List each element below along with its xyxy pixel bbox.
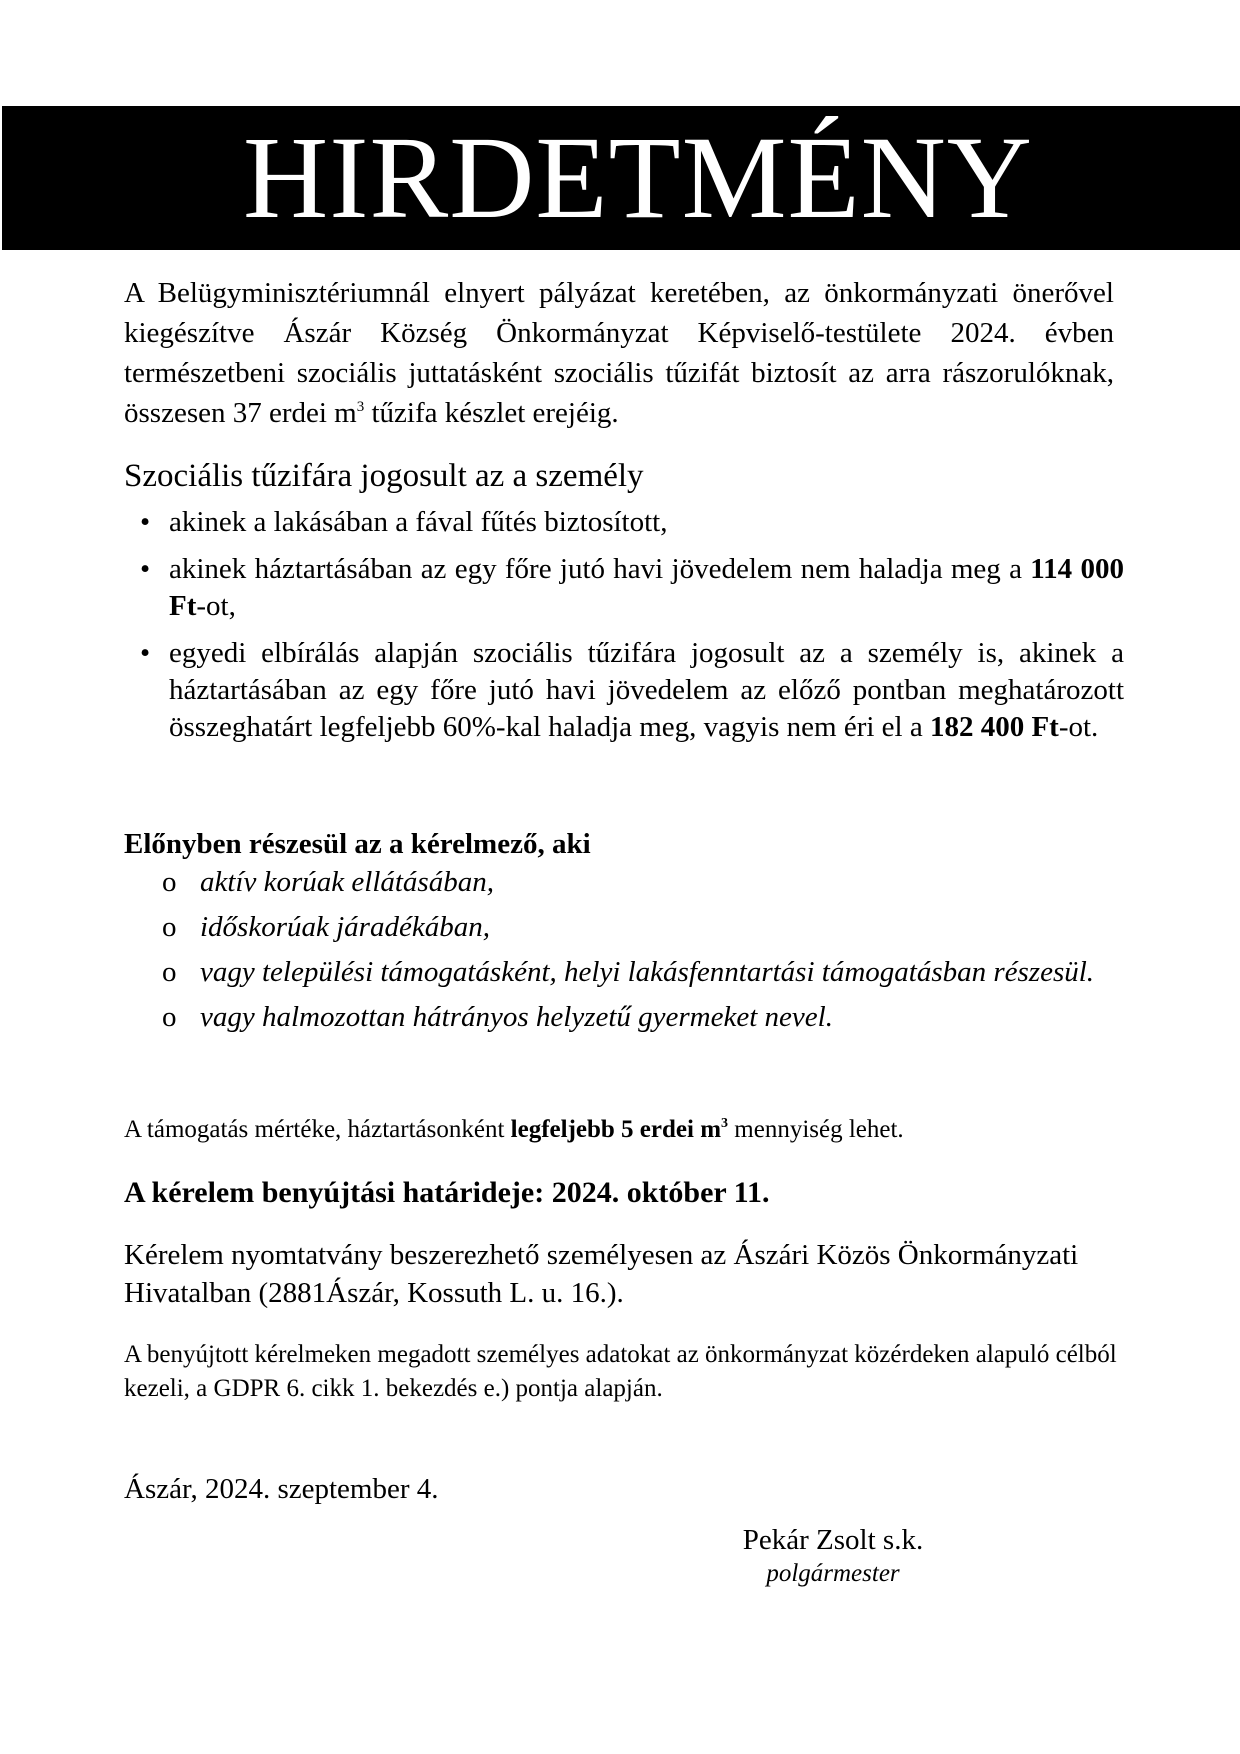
place-date: Ászár, 2024. szeptember 4. (124, 1473, 439, 1505)
eligibility-text: egyedi elbírálás alapján szociális tűzifára jogosult az a személy is, akinek a háztartásában az egy főre jutó havi jövedelem az előző pontban meghatározott összeghatárt legfeljebb 60%-kal haladja meg, vagyis nem éri el a (169, 637, 1124, 743)
circle-marker-icon: o (162, 866, 177, 898)
signatory-name: Pekár Zsolt s.k. (742, 1524, 924, 1556)
bullet-icon: • (140, 637, 151, 669)
support-text: A támogatás mértéke, háztartásonként (124, 1116, 511, 1143)
eligibility-text: akinek háztartásában az egy főre jutó havi jövedelem nem haladja meg a (169, 553, 1031, 585)
support-superscript: 3 (721, 1116, 729, 1131)
list-item (124, 864, 1114, 901)
list-item (124, 909, 1114, 946)
intro-text: A Belügyminisztériumnál elnyert pályázat keretében, az önkormányzati önerővel kiegészítve Ászár Község Önkormányzat Képviselő-testülete 2024. évben természetbeni szociális juttatásként szociális tűzifát biztosít az arra rászorulóknak, összesen 37 erdei m (124, 277, 1114, 429)
intro-text-end: tűzifa készlet erejéig. (364, 397, 619, 429)
preference-heading: Előnyben részesül az a kérelmező, aki (124, 828, 591, 860)
bullet-icon: • (140, 506, 151, 538)
circle-marker-icon: o (162, 1001, 177, 1033)
circle-marker-icon: o (162, 911, 177, 943)
income-limit: 114 000 Ft (169, 553, 1124, 622)
eligibility-text: akinek a lakásában a fával fűtés biztosított, (169, 506, 668, 538)
form-info: Kérelem nyomtatvány beszerezhető személyesen az Ászári Közös Önkormányzati Hivatalban (2881Ászár, Kossuth L. u. 16.). (124, 1239, 1079, 1309)
list-item (124, 551, 1124, 625)
page-title: HIRDETMÉNY (242, 112, 1034, 243)
list-item (124, 635, 1124, 746)
list-item (124, 954, 1114, 991)
preference-list (124, 864, 1114, 1044)
intro-paragraph (124, 273, 1114, 433)
preference-text: aktív korúak ellátásában, (200, 866, 494, 898)
support-text-end: mennyiség lehet. (728, 1116, 904, 1143)
preference-text: időskorúak járadékában, (200, 911, 490, 943)
support-amount (124, 1113, 1114, 1147)
deadline: A kérelem benyújtási határideje: 2024. október 11. (124, 1176, 770, 1209)
circle-marker-icon: o (162, 956, 177, 988)
eligibility-text-end: -ot, (196, 590, 236, 622)
bullet-icon: • (140, 553, 151, 585)
eligibility-list (124, 504, 1124, 756)
support-limit (511, 1116, 728, 1143)
eligibility-text-end: -ot. (1058, 711, 1099, 743)
list-item (124, 999, 1114, 1036)
gdpr-notice: A benyújtott kérelmeken megadott személyes adatokat az önkormányzat közérdeken alapuló célból kezeli, a GDPR 6. cikk 1. bekezdés e.) pontja alapján. (124, 1341, 1117, 1402)
preference-text: vagy halmozottan hátrányos helyzetű gyermeket nevel. (200, 1001, 833, 1033)
title-banner (2, 106, 1240, 250)
signatory-title: polgármester (766, 1560, 900, 1587)
support-limit-text: legfeljebb 5 erdei m (510, 1116, 722, 1143)
income-limit: 182 400 Ft (929, 711, 1059, 743)
eligibility-heading: Szociális tűzifára jogosult az a személy (124, 458, 644, 494)
intro-superscript: 3 (356, 399, 365, 415)
signature-block (728, 1521, 938, 1589)
preference-text: vagy települési támogatásként, helyi lakásfenntartási támogatásban részesül. (200, 956, 1095, 988)
list-item (124, 504, 1124, 541)
